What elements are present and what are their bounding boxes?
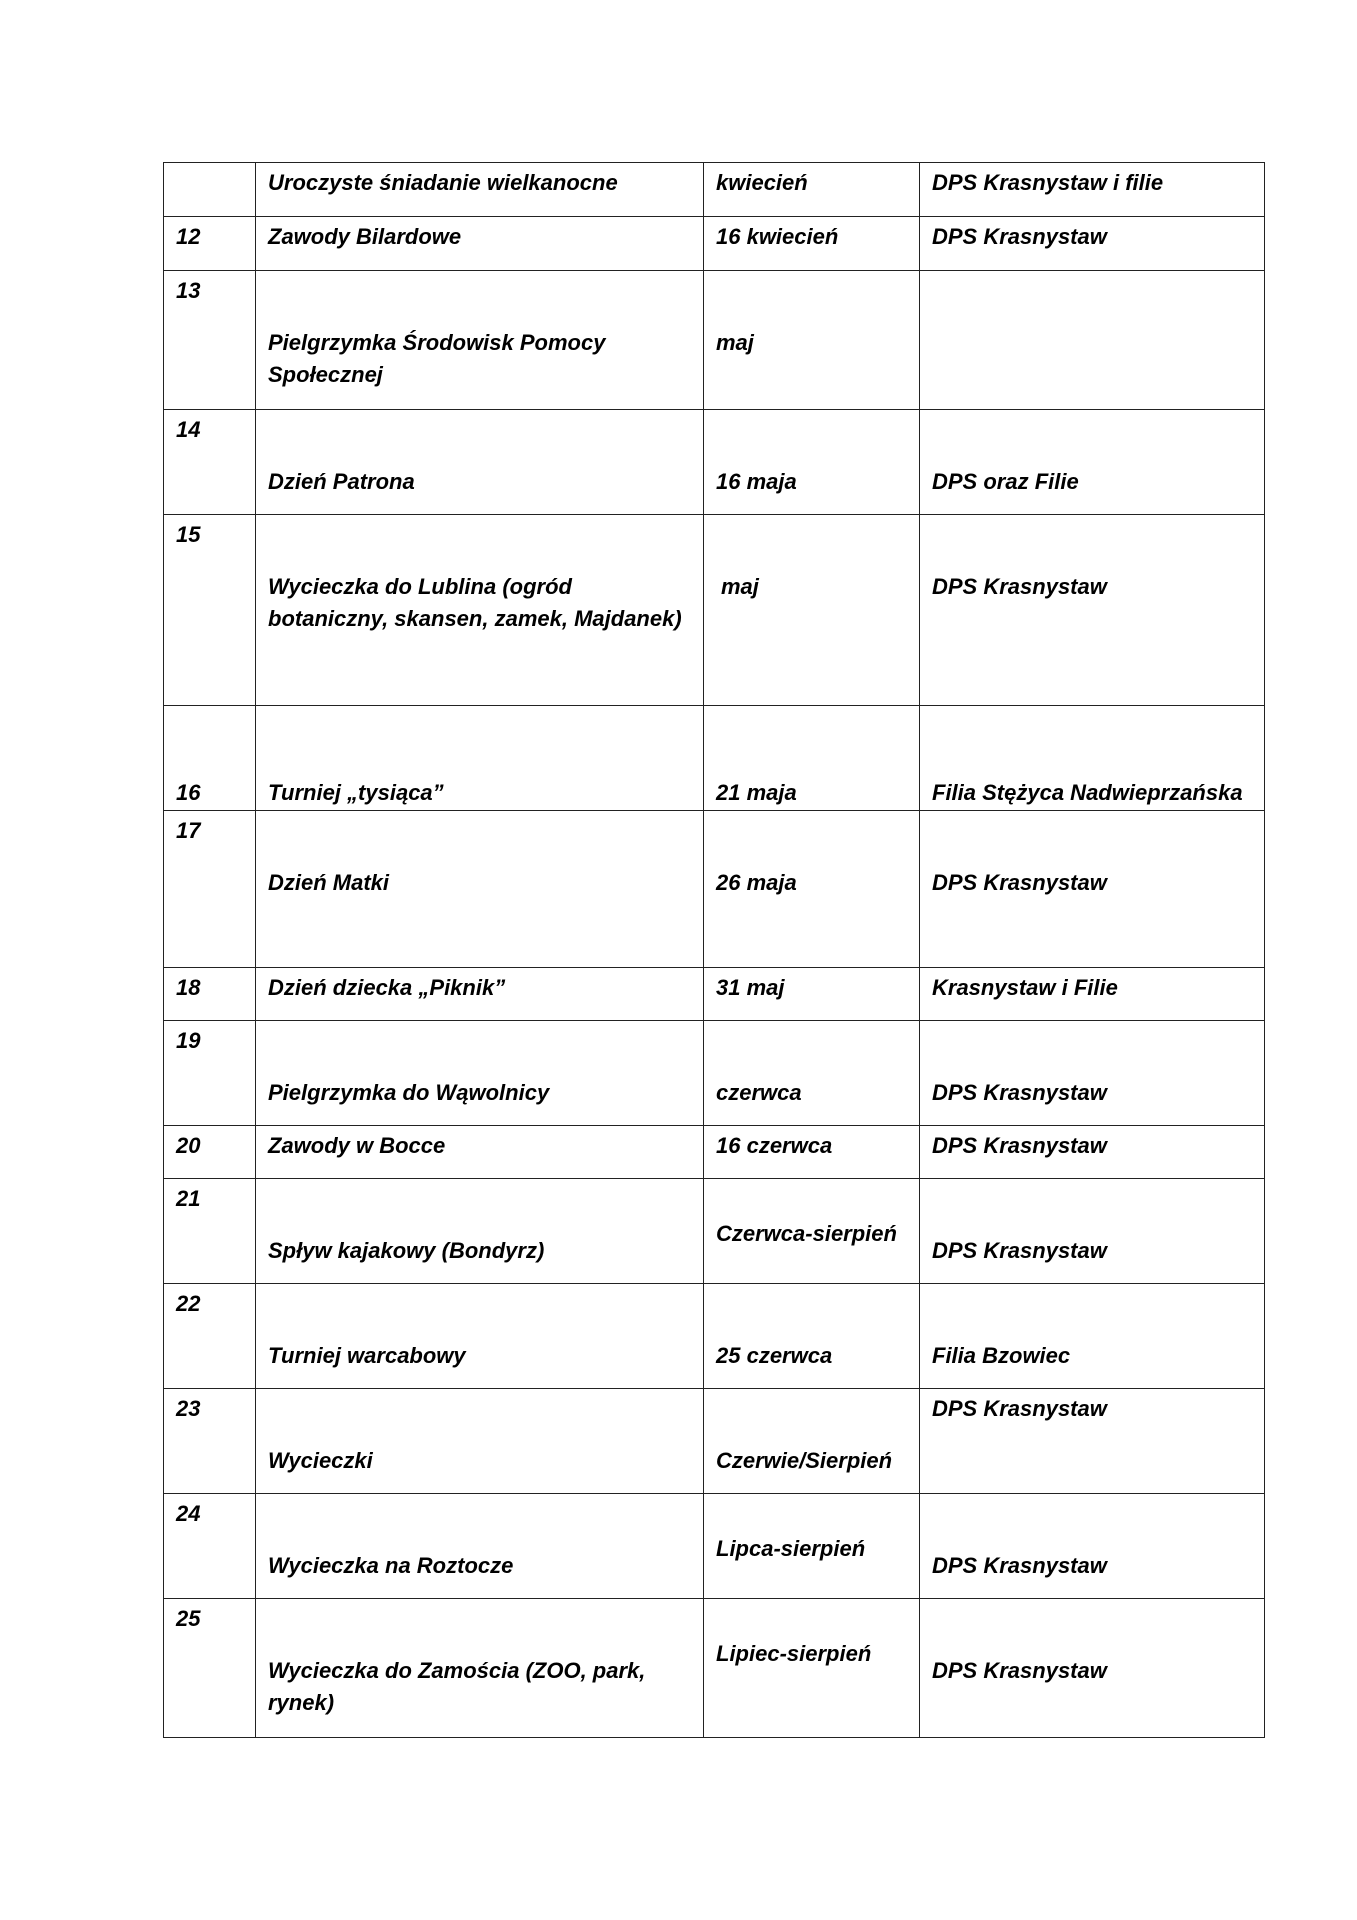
place-cell: DPS Krasnystaw <box>920 1494 1265 1599</box>
row-number-cell: 14 <box>164 410 256 515</box>
event-cell: Uroczyste śniadanie wielkanocne <box>256 163 704 217</box>
place-cell: DPS Krasnystaw <box>920 1179 1265 1284</box>
event-cell: Zawody Bilardowe <box>256 217 704 271</box>
date-cell: maj <box>704 515 920 706</box>
date-cell: 26 maja <box>704 811 920 968</box>
row-number-cell: 13 <box>164 271 256 410</box>
event-cell: Dzień Patrona <box>256 410 704 515</box>
table-row <box>164 1179 1265 1284</box>
date-cell: Czerwie/Sierpień <box>704 1389 920 1494</box>
events-table <box>163 162 1265 1738</box>
row-number-cell: 23 <box>164 1389 256 1494</box>
row-number-cell: 21 <box>164 1179 256 1284</box>
row-number-cell: 22 <box>164 1284 256 1389</box>
table-row <box>164 217 1265 271</box>
event-cell: Pielgrzymka do Wąwolnicy <box>256 1021 704 1126</box>
row-number-cell <box>164 163 256 217</box>
date-cell: maj <box>704 271 920 410</box>
row-number-cell: 12 <box>164 217 256 271</box>
place-cell: Filia Bzowiec <box>920 1284 1265 1389</box>
place-cell: DPS Krasnystaw <box>920 1599 1265 1738</box>
place-cell: DPS Krasnystaw <box>920 1389 1265 1494</box>
place-cell: DPS Krasnystaw <box>920 811 1265 968</box>
row-number-cell: 25 <box>164 1599 256 1738</box>
table-row <box>164 271 1265 410</box>
place-cell: DPS Krasnystaw <box>920 1126 1265 1179</box>
table-row <box>164 811 1265 968</box>
row-number-cell: 16 <box>164 706 256 811</box>
row-number-cell: 19 <box>164 1021 256 1126</box>
row-number-cell: 15 <box>164 515 256 706</box>
date-cell: 16 kwiecień <box>704 217 920 271</box>
date-cell: Lipca-sierpień <box>704 1494 920 1599</box>
event-cell: Turniej warcabowy <box>256 1284 704 1389</box>
date-cell: 25 czerwca <box>704 1284 920 1389</box>
place-cell: DPS Krasnystaw <box>920 515 1265 706</box>
place-cell: Filia Stężyca Nadwieprzańska <box>920 706 1265 811</box>
table-row <box>164 1126 1265 1179</box>
event-cell: Wycieczki <box>256 1389 704 1494</box>
row-number-cell: 20 <box>164 1126 256 1179</box>
date-cell: 21 maja <box>704 706 920 811</box>
event-cell: Pielgrzymka Środowisk Pomocy Społecznej <box>256 271 704 410</box>
table-row <box>164 1389 1265 1494</box>
table-row <box>164 163 1265 217</box>
event-cell: Wycieczka do Lublina (ogród botaniczny, skansen, zamek, Majdanek) <box>256 515 704 706</box>
date-cell: kwiecień <box>704 163 920 217</box>
row-number-cell: 24 <box>164 1494 256 1599</box>
event-cell: Wycieczka na Roztocze <box>256 1494 704 1599</box>
place-cell <box>920 271 1265 410</box>
table-row <box>164 410 1265 515</box>
row-number-cell: 18 <box>164 968 256 1021</box>
date-cell: Czerwca-sierpień <box>704 1179 920 1284</box>
event-cell: Zawody w Bocce <box>256 1126 704 1179</box>
date-cell: 16 maja <box>704 410 920 515</box>
date-cell: 16 czerwca <box>704 1126 920 1179</box>
place-cell: DPS oraz Filie <box>920 410 1265 515</box>
date-cell: czerwca <box>704 1021 920 1126</box>
event-cell: Spływ kajakowy (Bondyrz) <box>256 1179 704 1284</box>
event-cell: Wycieczka do Zamościa (ZOO, park, rynek) <box>256 1599 704 1738</box>
table-row <box>164 706 1265 811</box>
table-row <box>164 968 1265 1021</box>
table-row <box>164 1494 1265 1599</box>
table-row <box>164 1599 1265 1738</box>
place-cell: DPS Krasnystaw i filie <box>920 163 1265 217</box>
date-cell: Lipiec-sierpień <box>704 1599 920 1738</box>
event-cell: Turniej „tysiąca” <box>256 706 704 811</box>
table-row <box>164 1021 1265 1126</box>
place-cell: DPS Krasnystaw <box>920 1021 1265 1126</box>
place-cell: DPS Krasnystaw <box>920 217 1265 271</box>
date-cell: 31 maj <box>704 968 920 1021</box>
event-cell: Dzień dziecka „Piknik” <box>256 968 704 1021</box>
row-number-cell: 17 <box>164 811 256 968</box>
table-row <box>164 515 1265 706</box>
event-cell: Dzień Matki <box>256 811 704 968</box>
place-cell: Krasnystaw i Filie <box>920 968 1265 1021</box>
table-row <box>164 1284 1265 1389</box>
